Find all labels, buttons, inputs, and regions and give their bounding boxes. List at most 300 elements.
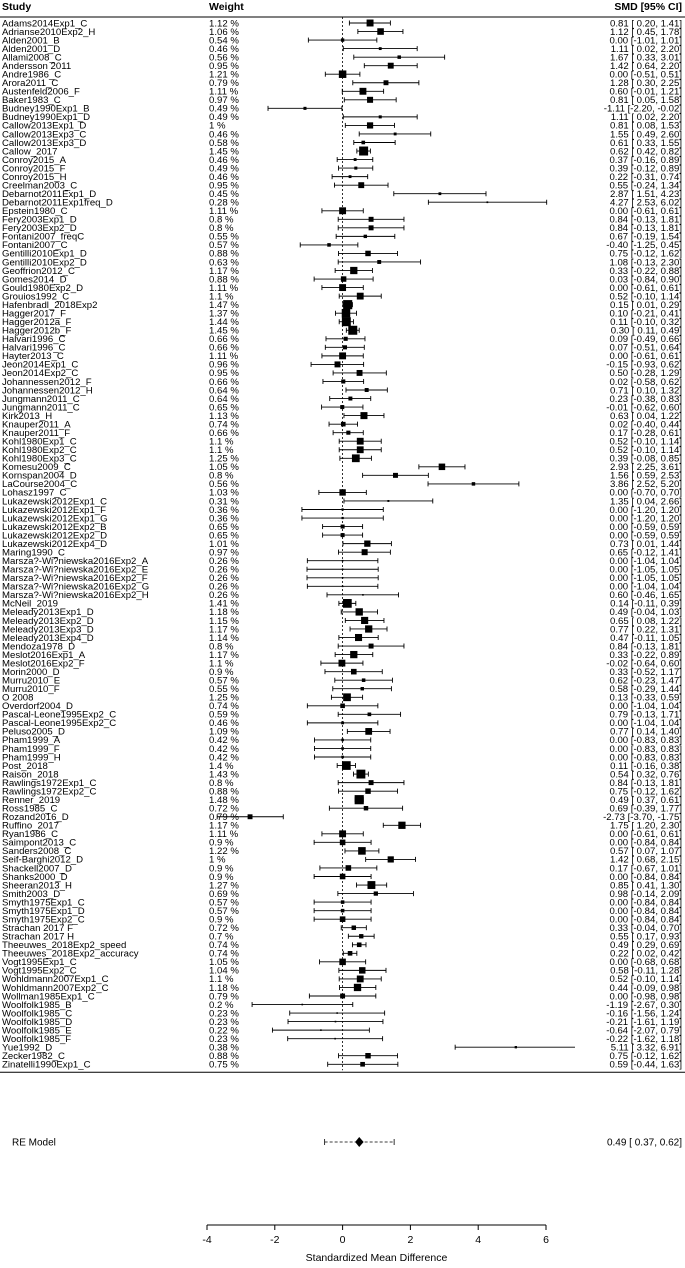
study-ci-text: 0.00 [-1.05, 1.05]	[609, 564, 682, 576]
study-label: Pham1999_F	[2, 743, 60, 755]
study-label: Lukazewski2012Exp4_D	[2, 538, 108, 550]
study-label: Halvari1996_C	[2, 342, 66, 354]
effect-square	[341, 276, 346, 281]
effect-square	[359, 934, 363, 938]
study-label: Geoffrion2012_C	[2, 265, 75, 277]
study-label: Meslot2016Exp1_A	[2, 649, 86, 661]
study-label: Sheeran2013_H	[2, 880, 72, 892]
study-label: Lukazewski2012Exp2_D	[2, 530, 108, 542]
effect-square	[384, 80, 389, 85]
study-label: Austenfeld2006_F	[2, 86, 80, 98]
study-label: Kohl1980Exp3_C	[2, 453, 77, 465]
study-ci-text: 0.13 [-0.33, 0.59]	[609, 692, 682, 704]
study-ci-text: 0.00 [-0.61, 0.61]	[609, 351, 682, 363]
study-weight: 0.55 %	[209, 231, 239, 243]
study-weight: 0.23 %	[209, 1016, 239, 1028]
study-weight: 0.26 %	[209, 590, 239, 602]
study-ci-text: 0.59 [-0.44, 1.63]	[609, 1059, 682, 1071]
study-label: Yue1992_D	[2, 1042, 53, 1054]
effect-square	[343, 345, 347, 349]
study-ci-text: 0.69 [-0.39, 1.77]	[609, 803, 682, 815]
study-weight: 0.66 %	[209, 334, 239, 346]
study-ci-text: 0.00 [-0.84, 0.84]	[609, 837, 682, 849]
study-ci-text: 0.00 [-0.70, 0.70]	[609, 487, 682, 499]
effect-square	[388, 63, 394, 69]
study-weight: 1.11 %	[209, 206, 239, 218]
study-ci-text: -0.40 [-1.25, 0.45]	[606, 240, 682, 252]
study-label: Hagger2012b_F	[2, 325, 72, 337]
effect-square	[342, 761, 351, 770]
study-label: Woolfolk1985_E	[2, 1025, 72, 1037]
study-ci-text: 2.87 [ 1.51, 4.23]	[609, 189, 682, 200]
effect-square	[362, 594, 364, 596]
effect-square	[369, 644, 374, 649]
effect-square	[340, 704, 345, 709]
study-label: Kirk2013_H	[2, 410, 53, 422]
study-label: Pham1999_H	[2, 752, 61, 764]
effect-square	[348, 951, 353, 956]
study-ci-text: 1.56 [ 0.59, 2.53]	[609, 470, 682, 482]
effect-square	[362, 549, 368, 555]
study-weight: 1.18 %	[209, 607, 239, 619]
study-ci-text: 0.33 [-0.04, 0.70]	[609, 923, 682, 935]
summary-label: RE Model	[12, 1137, 56, 1149]
effect-square	[367, 122, 373, 128]
study-weight: 1.15 %	[209, 615, 239, 627]
study-label: Arora2011_C	[2, 78, 59, 90]
study-weight: 1.47 %	[209, 299, 239, 311]
study-ci-text: 0.55 [ 0.17, 0.93]	[609, 931, 682, 943]
study-ci-text: 0.60 [-0.01, 1.21]	[609, 86, 682, 98]
study-weight: 0.74 %	[209, 948, 239, 960]
study-label: Meleady2013Exp1_D	[2, 607, 94, 619]
study-ci-text: 0.81 [ 0.08, 1.53]	[609, 120, 682, 132]
study-label: Mendoza1978_D	[2, 641, 76, 653]
effect-square	[351, 669, 357, 675]
study-ci-text: 0.98 [-0.14, 2.09]	[609, 888, 682, 900]
effect-square	[303, 107, 306, 110]
study-label: Vogt1995Exp2_C	[2, 965, 77, 977]
study-ci-text: 0.00 [-0.61, 0.61]	[609, 206, 682, 218]
study-ci-text: 0.47 [-0.11, 1.05]	[610, 632, 682, 644]
study-weight: 1.25 %	[209, 692, 239, 704]
study-weight: 1 %	[209, 854, 226, 866]
effect-square	[248, 814, 253, 819]
study-label: Grouios1992_C	[2, 291, 70, 303]
effect-square	[334, 1038, 336, 1040]
effect-square	[348, 397, 352, 401]
study-weight: 0.74 %	[209, 940, 239, 952]
study-label: Lukazewski2012Exp1_C	[2, 496, 108, 508]
study-ci-text: 5.11 [ 3.32, 6.91]	[610, 1042, 682, 1054]
effect-square	[379, 115, 382, 118]
study-weight: 0.66 %	[209, 376, 239, 388]
effect-square	[357, 438, 364, 445]
study-ci-text: 0.55 [-0.24, 1.34]	[609, 180, 682, 192]
study-label: Epstein1980_C	[2, 206, 68, 218]
study-ci-text: 0.52 [-0.10, 1.14]	[609, 291, 682, 303]
study-ci-text: 0.00 [-0.68, 0.68]	[609, 957, 682, 969]
study-weight: 1.1 %	[209, 291, 234, 303]
study-label: Smyth1975Exp1_D	[2, 905, 85, 917]
effect-square	[342, 317, 351, 326]
study-weight: 0.28 %	[209, 197, 239, 209]
study-ci-text: 0.85 [ 0.41, 1.30]	[609, 880, 682, 892]
study-label: Alden2001_B	[2, 35, 60, 47]
study-label: Allami2008_C	[2, 52, 62, 64]
study-ci-text: 0.39 [-0.08, 0.85]	[609, 453, 682, 465]
study-label: Callow2013Exp3_D	[2, 137, 87, 149]
study-weight: 1.25 %	[209, 453, 239, 465]
effect-square	[341, 747, 344, 750]
study-label: Rozand2016_D	[2, 812, 69, 824]
effect-square	[377, 260, 381, 264]
study-weight: 1.1 %	[209, 445, 234, 457]
study-label: Fontani2007_freqC	[2, 231, 85, 243]
study-label: Budney1990Exp1_D	[2, 112, 91, 124]
study-weight: 0.88 %	[209, 786, 239, 798]
study-weight: 1.12 %	[209, 18, 239, 30]
effect-square	[341, 900, 345, 904]
study-label: Sanders2008_C	[2, 846, 72, 858]
study-label: Hayter2013_C	[2, 351, 64, 363]
effect-square	[354, 167, 357, 170]
study-weight: 1 %	[209, 120, 226, 132]
study-ci-text: 0.00 [-0.84, 0.84]	[609, 914, 682, 926]
study-weight: 0.9 %	[209, 871, 234, 883]
study-label: Kohl1980Exp1_C	[2, 436, 77, 448]
study-weight: 0.66 %	[209, 342, 239, 354]
effect-square	[369, 217, 374, 222]
study-weight: 0.9 %	[209, 837, 234, 849]
effect-square	[352, 925, 356, 929]
study-weight: 0.96 %	[209, 359, 239, 371]
study-ci-text: 0.00 [-1.04, 1.04]	[609, 556, 682, 568]
effect-square	[342, 586, 344, 588]
effect-square	[339, 70, 347, 78]
effect-square	[359, 88, 366, 95]
study-label: Wohldmann2007Exp1_C	[2, 974, 109, 986]
study-weight: 0.56 %	[209, 52, 239, 64]
effect-square	[361, 141, 365, 145]
effect-square	[379, 47, 382, 50]
study-label: Post_2018	[2, 760, 48, 772]
study-ci-text: 0.52 [-0.10, 1.14]	[609, 974, 682, 986]
study-ci-text: 0.00 [-1.01, 1.01]	[609, 35, 682, 47]
study-weight: 0.26 %	[209, 564, 239, 576]
study-label: Marsza?-Wi?niewska2016Exp2_G	[2, 581, 150, 593]
study-ci-text: 0.07 [-0.51, 0.64]	[609, 342, 682, 354]
effect-square	[356, 608, 363, 615]
study-ci-text: 0.77 [ 0.14, 1.40]	[609, 726, 682, 738]
study-ci-text: 0.00 [-0.84, 0.84]	[609, 897, 682, 909]
effect-square	[356, 770, 365, 779]
study-ci-text: 0.58 [-0.29, 1.44]	[609, 684, 682, 696]
study-label: Adams2014Exp1_C	[2, 18, 88, 30]
study-ci-text: 1.28 [ 0.30, 2.25]	[609, 78, 682, 90]
study-weight: 1.22 %	[209, 846, 239, 858]
study-label: Lohasz1997_C	[2, 487, 67, 499]
study-ci-text: 1.75 [ 1.20, 2.30]	[609, 820, 682, 832]
study-weight: 1.17 %	[209, 649, 239, 661]
study-weight: 0.26 %	[209, 581, 239, 593]
study-weight: 1.1 %	[209, 974, 234, 986]
study-label: Andre1986_C	[2, 69, 62, 81]
study-ci-text: 0.67 [-0.19, 1.54]	[609, 231, 682, 243]
effect-square	[367, 20, 374, 27]
effect-square	[358, 182, 364, 188]
study-ci-text: 0.00 [-1.04, 1.04]	[609, 718, 682, 730]
study-ci-text: 0.00 [-0.84, 0.84]	[609, 905, 682, 917]
study-label: Gomes2014_D	[2, 274, 67, 286]
effect-square	[341, 38, 344, 41]
study-label: Smyth1975Exp1_C	[2, 897, 85, 909]
study-weight: 0.8 %	[209, 214, 234, 226]
study-weight: 0.57 %	[209, 240, 239, 252]
study-label: Pham1999_A	[2, 735, 61, 747]
study-ci-text: 0.75 [-0.12, 1.62]	[609, 1051, 682, 1063]
study-weight: 0.57 %	[209, 675, 239, 687]
effect-square	[339, 352, 346, 359]
study-weight: 1.03 %	[209, 487, 239, 499]
study-weight: 1.4 %	[209, 760, 234, 772]
effect-square	[320, 1029, 322, 1031]
study-label: Lukazewski2012Exp1_G	[2, 513, 108, 525]
study-weight: 0.2 %	[209, 999, 234, 1011]
study-label: Ruffino_2017	[2, 820, 59, 832]
study-weight: 1.11 %	[209, 86, 239, 98]
study-weight: 0.42 %	[209, 743, 239, 755]
study-weight: 0.57 %	[209, 905, 239, 917]
study-ci-text: -0.15 [-0.93, 0.62]	[606, 359, 682, 371]
effect-square	[358, 847, 366, 855]
study-ci-text: 0.02 [-0.40, 0.44]	[609, 419, 682, 431]
effect-square	[361, 617, 368, 624]
study-weight: 0.58 %	[209, 137, 239, 149]
study-weight: 1.04 %	[209, 965, 239, 977]
study-weight: 1.48 %	[209, 794, 239, 806]
study-weight: 0.65 %	[209, 521, 239, 533]
effect-square	[342, 560, 344, 562]
study-label: Hagger2012a_F	[2, 317, 72, 329]
study-label: Maring1990_C	[2, 547, 65, 559]
effect-square	[350, 651, 357, 658]
study-label: Ross1985_C	[2, 803, 58, 815]
study-label: Conroy2015_F	[2, 163, 66, 175]
effect-square	[340, 405, 344, 409]
study-label: Pascal-Leone1995Exp2_C	[2, 709, 117, 721]
study-ci-text: -0.16 [-1.56, 1.24]	[606, 1008, 682, 1020]
study-label: Shackell2007_D	[2, 863, 72, 875]
study-label: Fery2003Exp2_D	[2, 223, 77, 235]
study-ci-text: -1.11 [-2.20, -0.02]	[603, 103, 682, 115]
study-weight: 0.74 %	[209, 701, 239, 713]
study-label: Meleady2013Exp2_D	[2, 615, 94, 627]
study-label: Komesu2009_C	[2, 462, 71, 474]
effect-square	[341, 909, 345, 913]
effect-square	[365, 251, 370, 256]
study-label: Murru2010_F	[2, 684, 60, 696]
x-tick-label: 6	[543, 1234, 549, 1246]
study-ci-text: 1.12 [ 0.45, 1.78]	[609, 26, 682, 38]
effect-square	[346, 865, 352, 871]
effect-square	[362, 678, 366, 682]
effect-square	[360, 1062, 365, 1067]
study-weight: 1.27 %	[209, 880, 239, 892]
study-label: Johannessen2012_H	[2, 385, 93, 397]
effect-square	[365, 728, 372, 735]
study-weight: 0.64 %	[209, 393, 239, 405]
study-label: Seif-Barghi2012_D	[2, 854, 84, 866]
study-weight: 1.11 %	[209, 351, 239, 363]
study-weight: 0.46 %	[209, 171, 239, 183]
study-ci-text: 0.62 [ 0.42, 0.82]	[609, 146, 682, 158]
study-label: Hafenbradl_2018Exp2	[2, 299, 98, 311]
study-label: Pascal-Leone1995Exp2_C	[2, 718, 117, 730]
study-label: Marsza?-Wi?niewska2016Exp2_H	[2, 590, 149, 602]
study-ci-text: 0.00 [-0.51, 0.51]	[609, 69, 682, 81]
effect-square	[339, 959, 346, 966]
study-label: Lukazewski2012Exp2_B	[2, 521, 107, 533]
study-ci-text: 0.33 [-0.22, 0.88]	[609, 265, 682, 277]
study-label: LaCourse2004_C	[2, 479, 78, 491]
effect-square	[339, 207, 346, 214]
study-label: Woolfolk1985_F	[2, 1033, 72, 1045]
effect-square	[346, 431, 350, 435]
study-label: Baker1983_C	[2, 95, 61, 107]
summary-diamond	[355, 1137, 363, 1147]
study-label: Kohl1980Exp2_C	[2, 445, 77, 457]
effect-square	[438, 192, 441, 195]
x-tick-label: 0	[339, 1234, 346, 1246]
effect-square	[350, 267, 357, 274]
study-weight: 0.88 %	[209, 248, 239, 260]
header-study: Study	[2, 1, 32, 13]
study-weight: 0.46 %	[209, 718, 239, 730]
effect-square	[472, 482, 475, 485]
study-label: Knauper2011_F	[2, 427, 71, 439]
study-ci-text: 0.62 [-0.23, 1.47]	[609, 675, 682, 687]
effect-square	[369, 780, 374, 785]
effect-square	[377, 28, 384, 35]
study-ci-text: 0.00 [-0.59, 0.59]	[609, 521, 682, 533]
study-weight: 1.37 %	[209, 308, 239, 320]
study-weight: 0.57 %	[209, 897, 239, 909]
study-label: Andersson 2011	[2, 60, 72, 72]
study-ci-text: 0.71 [ 0.10, 1.32]	[609, 385, 682, 397]
study-ci-text: 0.73 [ 0.01, 1.44]	[609, 538, 682, 550]
effect-square	[341, 379, 345, 383]
study-ci-text: 0.00 [-1.20, 1.20]	[609, 504, 682, 516]
study-ci-text: 0.60 [-0.46, 1.65]	[609, 590, 682, 602]
study-weight: 1.1 %	[209, 436, 234, 448]
summary-ci-text: 0.49 [ 0.37, 0.62]	[606, 1137, 682, 1149]
study-weight: 1.18 %	[209, 982, 239, 994]
study-ci-text: 0.77 [ 0.22, 1.31]	[609, 624, 682, 636]
study-weight: 0.8 %	[209, 470, 234, 482]
study-weight: 0.26 %	[209, 573, 239, 585]
effect-square	[355, 634, 362, 641]
study-weight: 0.46 %	[209, 129, 239, 141]
effect-square	[364, 806, 368, 810]
study-label: Knauper2011_A	[2, 419, 71, 431]
study-ci-text: 0.10 [-0.21, 0.41]	[609, 308, 682, 320]
study-label: Overdorf2004_D	[2, 701, 73, 713]
effect-square	[369, 225, 374, 230]
study-label: Gould1980Exp2_D	[2, 282, 84, 294]
effect-square	[367, 97, 373, 103]
effect-square	[398, 822, 405, 829]
study-weight: 0.79 %	[209, 991, 239, 1003]
study-weight: 1.41 %	[209, 598, 239, 610]
study-weight: 1.01 %	[209, 538, 239, 550]
header-effect: SMD [95% CI]	[614, 1, 682, 13]
effect-square	[342, 577, 344, 579]
study-weight: 1.06 %	[209, 26, 239, 38]
study-weight: 0.75 %	[209, 1059, 239, 1071]
study-ci-text: 0.52 [-0.10, 1.14]	[609, 436, 682, 448]
study-weight: 0.65 %	[209, 402, 239, 414]
study-ci-text: 0.61 [ 0.33, 1.55]	[609, 137, 682, 149]
study-label: Murru2010_E	[2, 675, 61, 687]
study-label: Marsza?-Wi?niewska2016Exp2_F	[2, 573, 148, 585]
study-label: O 2008	[2, 692, 34, 704]
study-ci-text: 0.49 [ 0.29, 0.69]	[609, 940, 682, 952]
study-ci-text: 0.22 [ 0.02, 0.42]	[609, 948, 682, 960]
effect-square	[393, 473, 398, 478]
study-weight: 0.79 %	[209, 812, 239, 824]
effect-square	[348, 326, 357, 335]
study-label: McNeil_2019	[2, 598, 58, 610]
study-ci-text: 2.93 [ 2.25, 3.61]	[609, 462, 682, 474]
study-ci-text: 0.75 [-0.12, 1.62]	[609, 786, 682, 798]
study-ci-text: 0.65 [-0.12, 1.41]	[609, 547, 682, 559]
effect-square	[340, 874, 346, 880]
study-label: Fery2003Exp1_D	[2, 214, 77, 226]
study-ci-text: 0.81 [ 0.20, 1.41]	[609, 18, 682, 30]
study-ci-text: 0.11 [-0.10, 0.32]	[610, 317, 682, 329]
study-label: Morin2000_D	[2, 666, 60, 678]
study-label: Theeuwes_2018Exp2_speed	[2, 940, 127, 952]
study-label: Marsza?-Wi?niewska2016Exp2_A	[2, 556, 149, 568]
study-ci-text: 0.14 [-0.11, 0.39]	[610, 598, 682, 610]
study-label: Wohldmann2007Exp2_C	[2, 982, 109, 994]
study-weight: 0.36 %	[209, 513, 239, 525]
study-ci-text: 4.27 [ 2.53, 6.02]	[609, 197, 682, 209]
study-label: Marsza?-Wi?niewska2016Exp2_E	[2, 564, 149, 576]
study-ci-text: 0.00 [-0.83, 0.83]	[609, 743, 682, 755]
study-weight: 0.38 %	[209, 1042, 239, 1054]
study-label: Rawlings1972Exp1_C	[2, 777, 97, 789]
study-ci-text: 0.84 [-0.13, 1.81]	[609, 777, 682, 789]
effect-square	[341, 508, 343, 510]
study-weight: 0.23 %	[209, 1008, 239, 1020]
study-ci-text: 0.39 [-0.12, 0.89]	[609, 163, 682, 175]
study-ci-text: 1.55 [ 0.49, 2.60]	[609, 129, 682, 141]
x-tick-label: 4	[475, 1234, 482, 1246]
study-ci-text: 0.54 [ 0.32, 0.76]	[609, 769, 682, 781]
study-label: Debarnot2011Exp1_D	[2, 189, 97, 200]
study-ci-text: 1.67 [ 0.33, 3.01]	[609, 52, 682, 64]
effect-square	[354, 158, 357, 161]
effect-square	[339, 489, 345, 495]
effect-square	[394, 133, 397, 136]
study-weight: 0.79 %	[209, 78, 239, 90]
effect-square	[357, 976, 364, 983]
study-weight: 1.05 %	[209, 462, 239, 474]
study-weight: 0.42 %	[209, 752, 239, 764]
study-weight: 0.56 %	[209, 479, 239, 491]
